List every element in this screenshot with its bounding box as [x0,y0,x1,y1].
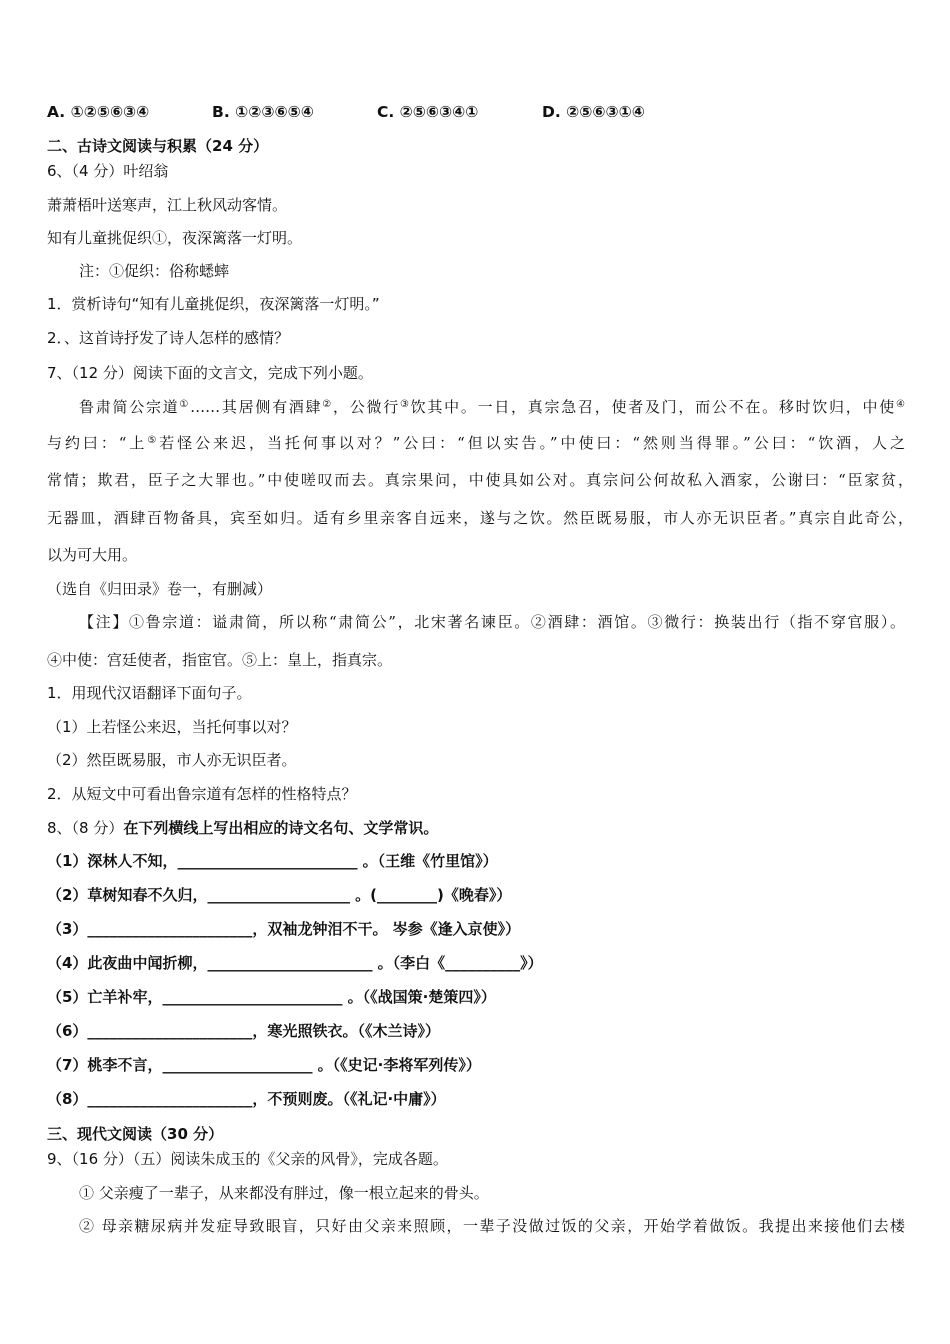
fill-blank-item-3[interactable]: （3）______________________，双袖龙钟泪不干。 岑参《逢入京使》） [47,920,521,938]
poem-line-1: 萧萧梧叶送寒声，江上秋风动客情。 [47,196,288,214]
option-c[interactable]: C. ②⑤⑥③④① [377,103,479,121]
question-7-sub-2: 2．从短文中可看出鲁宗道有怎样的性格特点？ [47,785,357,803]
section-heading-3: 三、现代文阅读（30 分） [47,1125,224,1143]
question-8-header: 8、（8 分）在下列横线上写出相应的诗文名句、文学常识。 [47,819,439,837]
poem-line-2: 知有儿童挑促织①，夜深篱落一灯明。 [47,229,303,247]
option-b[interactable]: B. ①②③⑥⑤④ [212,103,314,121]
option-d[interactable]: D. ②⑤⑥③①④ [542,103,645,121]
question-7-sub-1-1: （1）上若怪公来迟，当托何事以对？ [47,718,297,736]
fill-blank-item-7[interactable]: （7）桃李不言，____________________ 。（《史记·李将军列传》） [47,1056,481,1074]
fill-blank-item-2[interactable]: （2）草树知春不久归，___________________ 。(________)《晚春》） [47,886,512,904]
passage-source: （选自《归田录》卷一，有删减） [47,580,273,598]
passage-line-5: 以为可大用。 [47,546,138,564]
question-9-header: 9、（16 分）（五）阅读朱成玉的《父亲的风骨》，完成各题。 [47,1150,448,1168]
poem-note: 注：①促织：俗称蟋蟀 [79,262,230,280]
passage-line-2: 与约曰：“上⑤若怪公来迟，当托何事以对？”公曰：“但以实告。”中使曰：“然则当得罪。”公曰：“饮酒，人之 [47,434,906,452]
question-7-header: 7、（12 分）阅读下面的文言文，完成下列小题。 [47,364,373,382]
essay-paragraph-1: ① 父亲瘦了一辈子，从来都没有胖过，像一根立起来的骨头。 [79,1184,489,1202]
question-7-sub-1-2: （2）然臣既易服，市人亦无识臣者。 [47,751,297,769]
passage-note-2: ④中使：宫廷使者，指宦官。⑤上：皇上，指真宗。 [47,651,393,669]
passage-line-3: 常情；欺君，臣子之大罪也。”中使嗟叹而去。真宗果问，中使具如公对。真宗问公何故私入酒家，公谢曰：“臣家贫， [47,471,913,489]
fill-blank-item-8[interactable]: （8）______________________，不预则废。（《礼记·中庸》） [47,1090,446,1108]
question-6-header: 6、（4 分）叶绍翁 [47,162,169,180]
fill-blank-item-4[interactable]: （4）此夜曲中闻折柳，______________________ 。（李白《__________》） [47,954,543,972]
question-6-sub-1: 1．赏析诗句“知有儿童挑促织，夜深篱落一灯明。” [47,295,380,313]
question-7-sub-1: 1．用现代汉语翻译下面句子。 [47,684,252,702]
passage-line-4: 无器皿，酒肆百物备具，宾至如归。适有乡里亲客自远来，遂与之饮。然臣既易服，市人亦无识臣者。”真宗自此奇公， [47,509,913,527]
option-a[interactable]: A. ①②⑤⑥③④ [47,103,150,121]
passage-note-1: 【注】①鲁宗道：谥肃简，所以称“肃简公”，北宋著名谏臣。②酒肆：酒馆。③微行：换装出行（指不穿官服）。 [79,613,905,631]
passage-line-1: 鲁肃简公宗道①……其居侧有酒肆②，公微行③饮其中。一日，真宗急召，使者及门，而公不在。移时饮归，中使④ [79,398,905,416]
fill-blank-item-1[interactable]: （1）深林人不知，________________________ 。（王维《竹里馆》） [47,852,498,870]
answer-options [47,102,645,122]
section-heading-2: 二、古诗文阅读与积累（24 分） [47,137,269,155]
essay-paragraph-2: ② 母亲糖尿病并发症导致眼盲，只好由父亲来照顾，一辈子没做过饭的父亲，开始学着做饭。我提出来接他们去楼 [79,1217,905,1235]
fill-blank-item-5[interactable]: （5）亡羊补牢，________________________ 。（《战国策·楚策四》） [47,988,496,1006]
fill-blank-item-6[interactable]: （6）______________________，寒光照铁衣。（《木兰诗》） [47,1022,440,1040]
question-6-sub-2: 2．、这首诗抒发了诗人怎样的感情？ [47,329,290,347]
